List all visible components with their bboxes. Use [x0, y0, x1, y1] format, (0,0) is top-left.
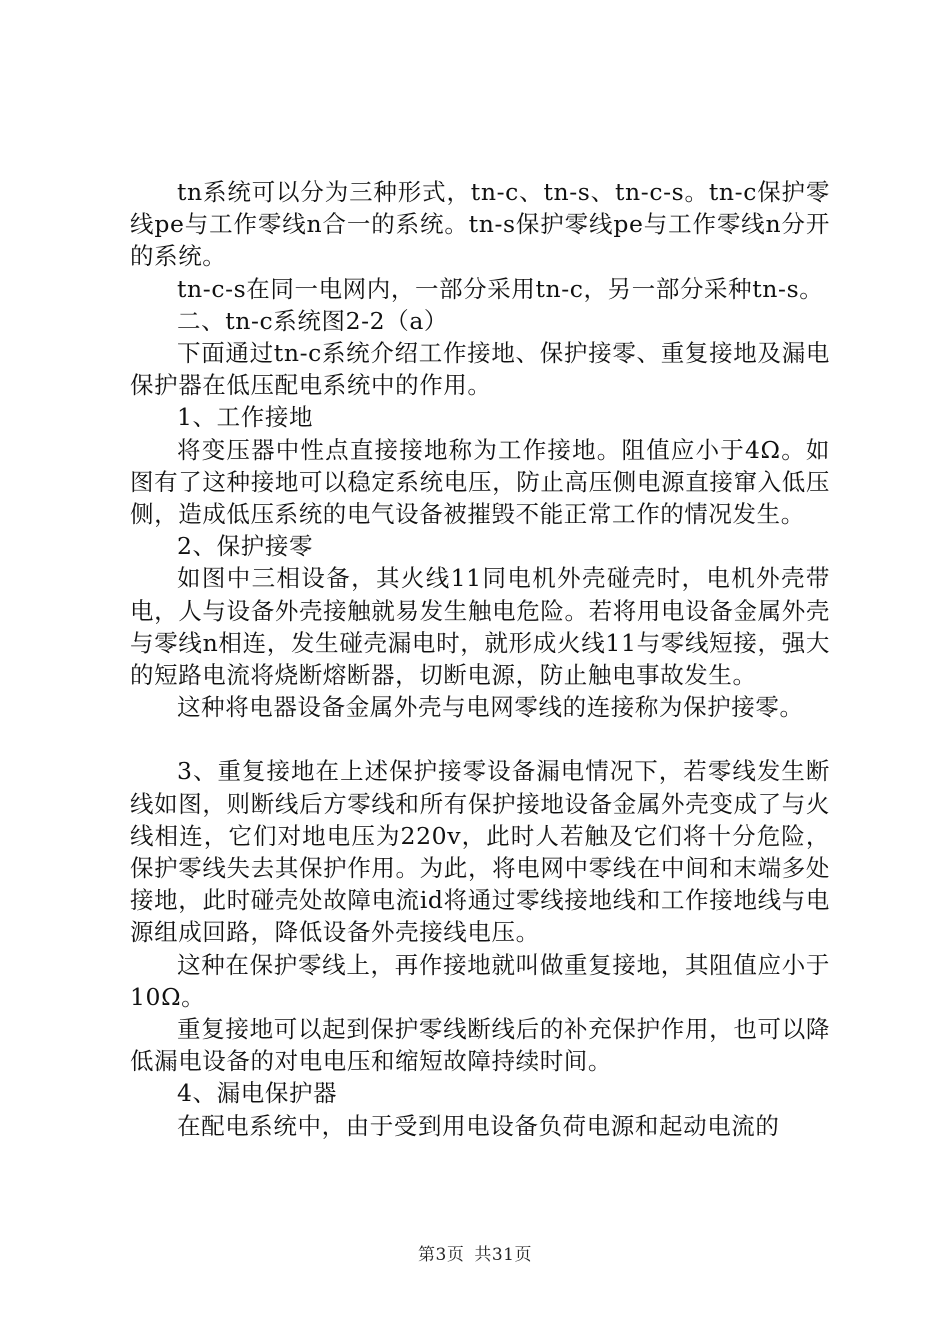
- paragraph-leakage-protector: 在配电系统中，由于受到用电设备负荷电源和起动电流的: [177, 1111, 780, 1140]
- heading-working-grounding: 1、工作接地: [177, 403, 314, 432]
- paragraph-tn-c-s: tn-c-s在同一电网内，一部分采用tn-c，另一部分采种tn-s。: [177, 274, 824, 303]
- heading-leakage-protector: 4、漏电保护器: [177, 1079, 338, 1108]
- page-footer: [0, 1240, 950, 1265]
- paragraph-tn-system-forms: tn系统可以分为三种形式，tn-c、tn-s、tn-c-s。tn-c保护零线pe与工作零线n合一的系统。tn-s保护零线pe与工作零线n分开的系统。: [130, 178, 830, 271]
- paragraph-working-grounding: 将变压器中性点直接接地称为工作接地。阻值应小于4Ω。如图有了这种接地可以稳定系统电压，防止高压侧电源直接窜入低压侧，造成低压系统的电气设备被摧毁不能正常工作的情况发生。: [130, 435, 830, 529]
- page-total: 共31页: [474, 1245, 532, 1265]
- paragraph-repeated-grounding: 3、重复接地在上述保护接零设备漏电情况下，若零线发生断线如图，则断线后方零线和所有保护接地设备金属外壳变成了与火线相连，它们对地电压为220v，此时人若触及它们将十分危险，保护零线失去其保护作用。为此，将电网中零线在中间和末端多处接地，此时碰壳处故障电流id将通过零线接地线和工作接地线与电源组成回路，降低设备外壳接线电压。: [130, 757, 830, 947]
- paragraph-introduction: 下面通过tn-c系统介绍工作接地、保护接零、重复接地及漏电保护器在低压配电系统中的作用。: [130, 339, 830, 400]
- paragraph-repeated-grounding-effect: 重复接地可以起到保护零线断线后的补充保护作用，也可以降低漏电设备的对电电压和缩短故障持续时间。: [130, 1015, 830, 1076]
- paragraph-repeated-grounding-definition: 这种在保护零线上，再作接地就叫做重复接地，其阻值应小于10Ω。: [130, 950, 830, 1011]
- heading-tn-c-system-figure: 二、tn-c系统图2-2（a）: [177, 306, 449, 335]
- document-body: [130, 176, 830, 1142]
- heading-protective-neutral: 2、保护接零: [177, 532, 314, 561]
- paragraph-protective-neutral: 如图中三相设备，其火线11同电机外壳碰壳时，电机外壳带电，人与设备外壳接触就易发生触电危险。若将用电设备金属外壳与零线n相连，发生碰壳漏电时，就形成火线11与零线短接，强大的短路电流将烧断熔断器，切断电源，防止触电事故发生。: [130, 564, 830, 690]
- page-number: 第3页: [418, 1245, 465, 1265]
- paragraph-protective-neutral-definition: 这种将电器设备金属外壳与电网零线的连接称为保护接零。: [177, 693, 804, 722]
